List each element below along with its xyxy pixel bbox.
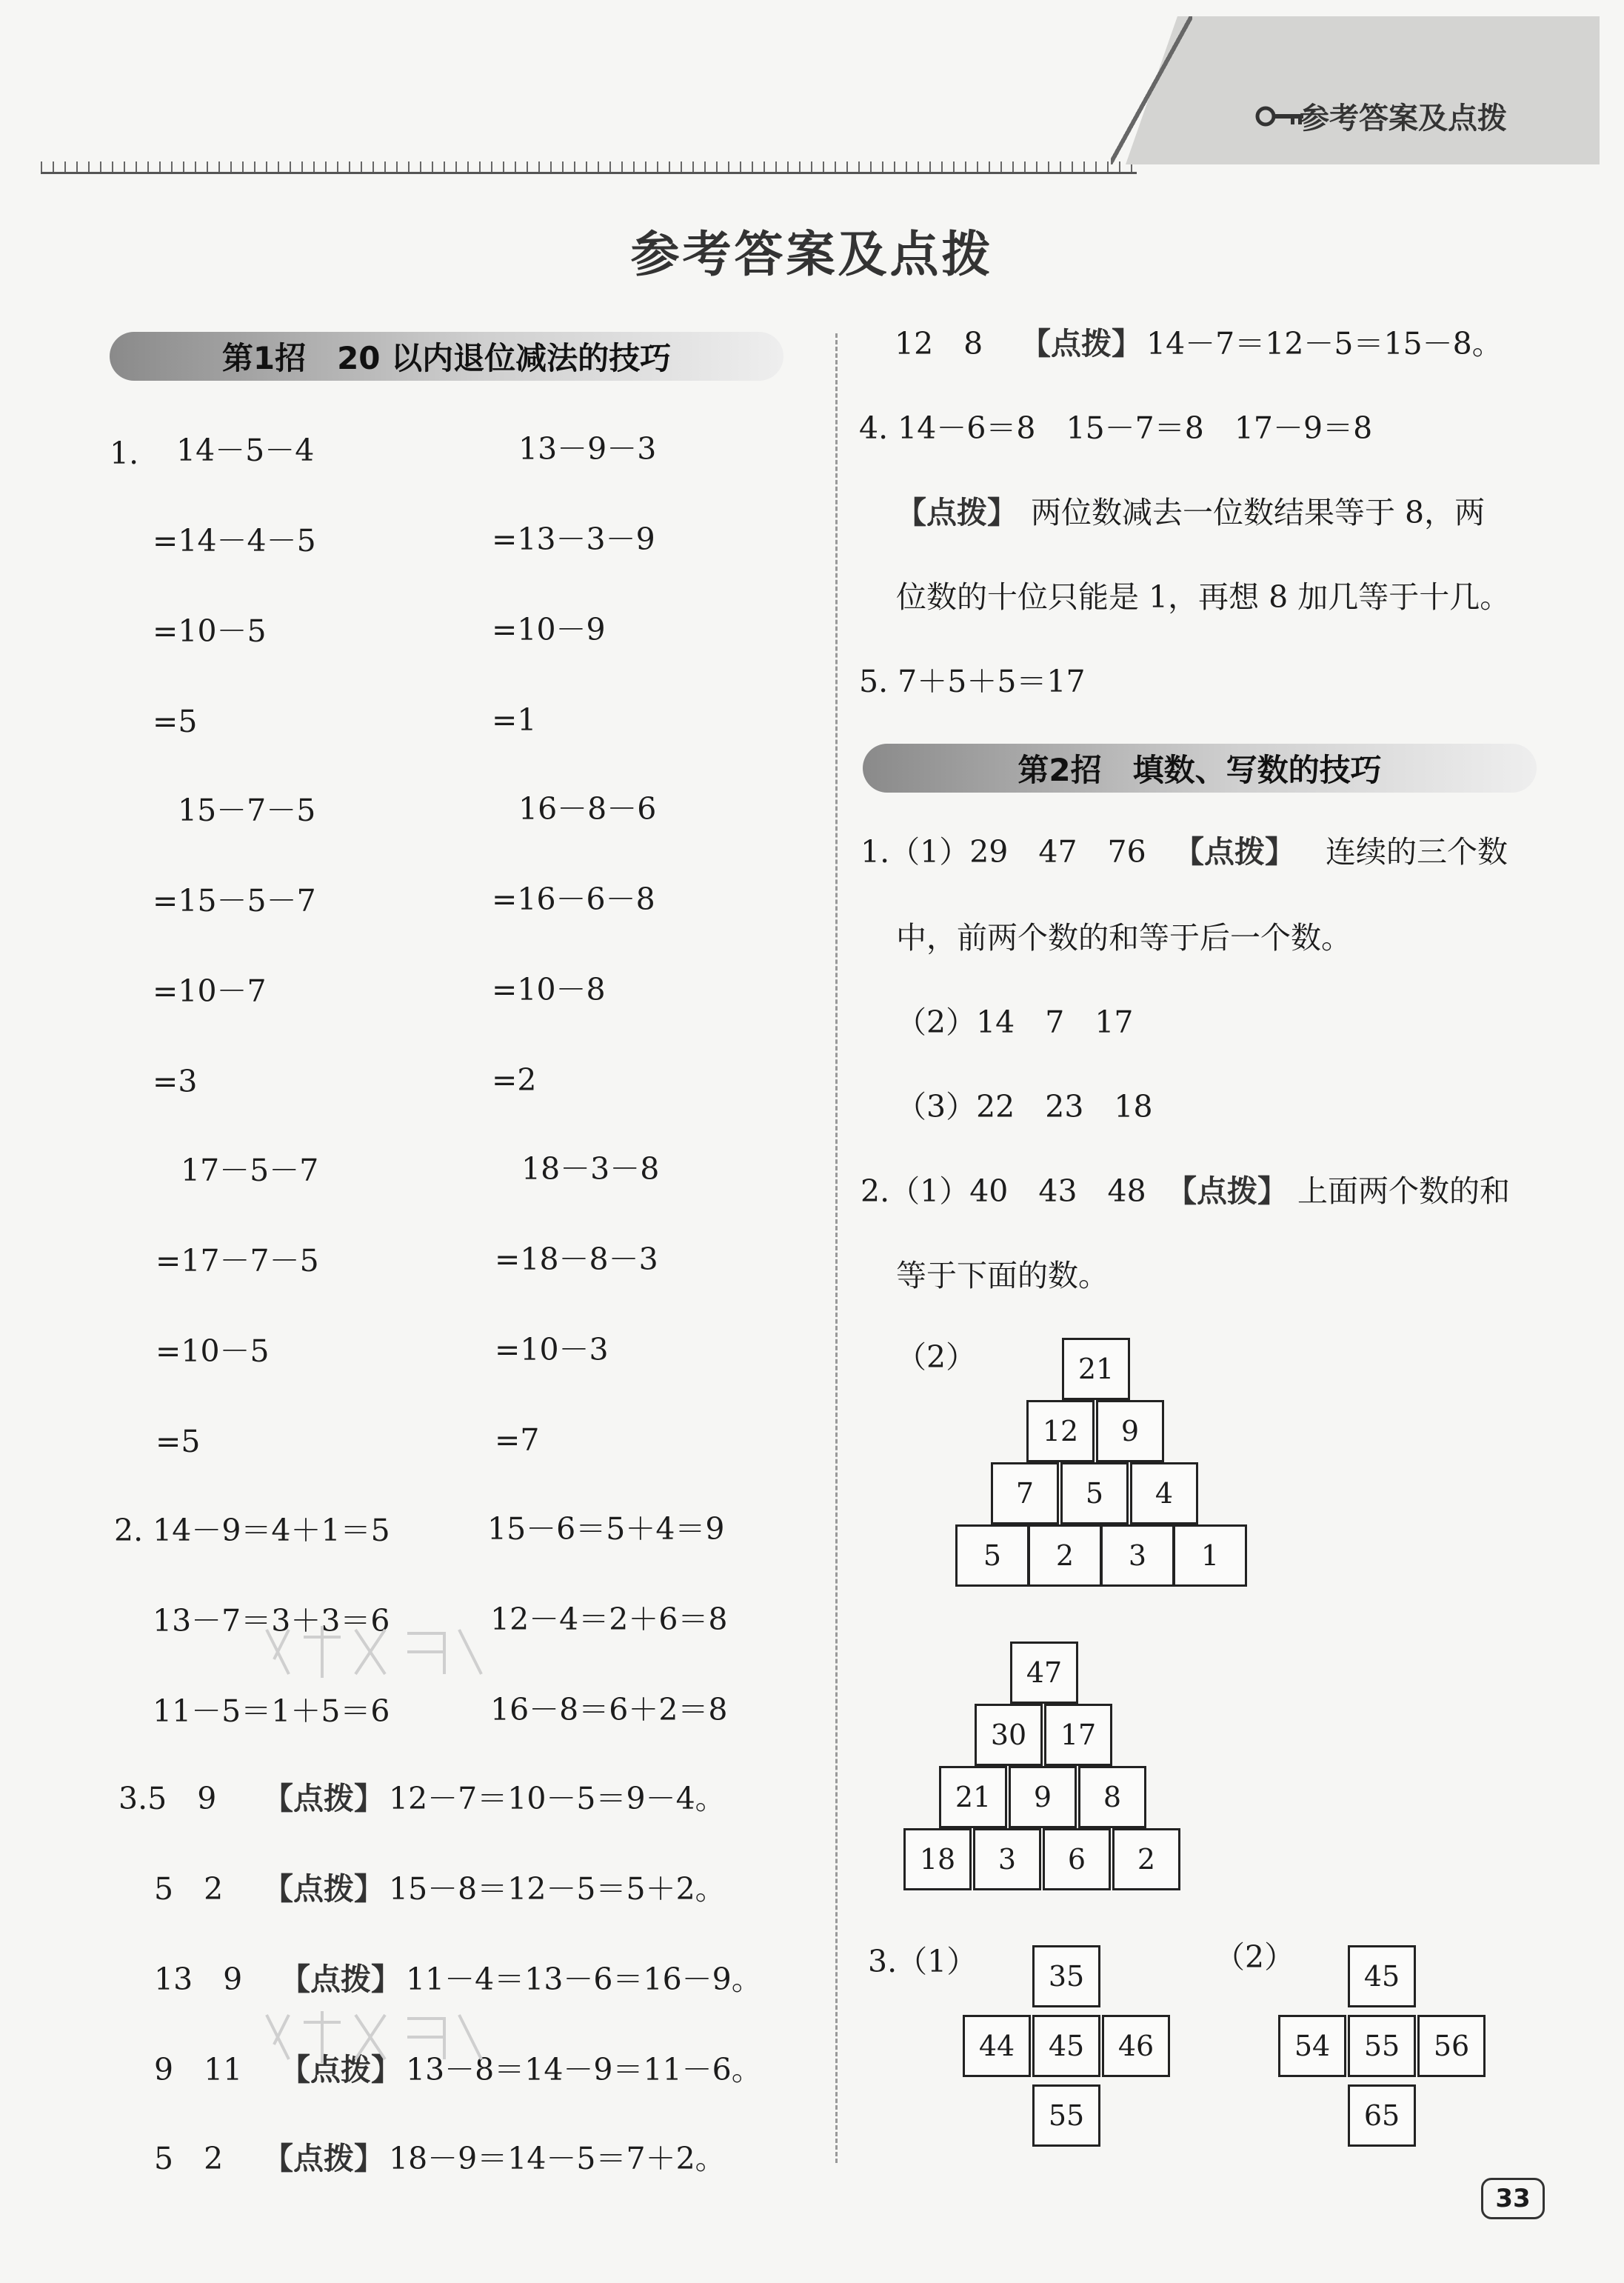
q1-number: 1. (110, 436, 139, 471)
section1-banner: 第1招 20 以内退位减法的技巧 (110, 332, 783, 381)
tip-label: 【点拨】 (896, 495, 1017, 530)
calc-line: =16－6－8 (492, 881, 655, 917)
calc-line: =10－5 (153, 613, 267, 649)
cross-cell-center: 55 (1348, 2015, 1416, 2077)
calc-line: =3 (153, 1064, 198, 1099)
q5-line: 5. 7＋5＋5＝17 (859, 664, 1086, 699)
tip-label: 【点拨】 (263, 2141, 384, 2176)
q3-answer: 9 11 (154, 2052, 243, 2087)
calc-line: 18－3－8 (521, 1151, 660, 1187)
cross-cell-bottom: 65 (1348, 2084, 1416, 2147)
q4-text: 位数的十位只能是 1，再想 8 加几等于十几。 (896, 579, 1511, 615)
tip-label: 【点拨】 (1166, 1173, 1288, 1209)
pyramid-cell: 8 (1078, 1766, 1146, 1828)
s2-q2b-label: （2） (896, 1339, 977, 1375)
q2-line: 16－8＝6＋2＝8 (490, 1692, 728, 1727)
q4-line: 4. 14－6＝8 15－7＝8 17－9＝8 (859, 410, 1373, 446)
cross-cell-top: 35 (1032, 1945, 1100, 2007)
pyramid-cell: 4 (1130, 1462, 1198, 1524)
page-title: 参考答案及点拨 (630, 226, 994, 283)
pyramid-cell: 12 (1026, 1400, 1095, 1462)
pyramid-cell: 2 (1028, 1524, 1102, 1587)
s2-q1a-text: 中，前两个数的和等于后一个数。 (896, 920, 1351, 956)
s2-q1a: 1.（1）29 47 76 (861, 834, 1146, 870)
calc-line: 15－7－5 (178, 793, 316, 828)
pyramid-cell: 9 (1009, 1766, 1077, 1828)
tip-label: 【点拨】 (280, 1962, 401, 1997)
watermark-stamp (259, 1615, 489, 1682)
s2-q1b: （2）14 7 17 (896, 1004, 1134, 1040)
cross-cell-top: 45 (1348, 1945, 1416, 2007)
pyramid-cell: 6 (1043, 1828, 1111, 1890)
calc-line: =2 (492, 1062, 537, 1098)
column-divider (835, 333, 838, 2163)
q3-answer: 3.5 9 (118, 1781, 217, 1816)
s2-q2a-text: 上面两个数的和 (1297, 1173, 1510, 1209)
pyramid-cell: 21 (939, 1766, 1007, 1828)
s2-q3-label: 3.（1） (868, 1944, 978, 1979)
calc-line: =10－9 (492, 612, 606, 647)
tip-label: 【点拨】 (263, 1781, 384, 1816)
s2-q2a-text: 等于下面的数。 (896, 1258, 1109, 1293)
cross-cell-left: 44 (963, 2015, 1031, 2077)
header-label: 参考答案及点拨 (1300, 101, 1507, 136)
calc-line: =13－3－9 (492, 521, 655, 557)
pyramid-cell: 21 (1062, 1338, 1130, 1400)
q3-equation: 11－4＝13－6＝16－9。 (406, 1962, 762, 1997)
tip-label: 【点拨】 (263, 1871, 384, 1907)
calc-line: =7 (495, 1422, 540, 1458)
header-tab (1126, 16, 1600, 164)
pyramid-cell: 17 (1044, 1704, 1112, 1766)
calc-line: =14－4－5 (153, 523, 316, 559)
calc-line: 16－8－6 (518, 791, 657, 827)
key-icon (1255, 105, 1306, 127)
pyramid-cell: 3 (1100, 1524, 1174, 1587)
q2-line: 15－6＝5＋4＝9 (487, 1511, 725, 1547)
tip-label: 【点拨】 (1020, 326, 1142, 361)
r1-answer: 12 8 (895, 326, 983, 361)
q4-text: 两位数减去一位数结果等于 8，两 (1031, 495, 1486, 530)
pyramid-cell: 18 (903, 1828, 972, 1890)
calc-line: =10－5 (156, 1333, 270, 1369)
pyramid-cell: 47 (1010, 1642, 1078, 1704)
watermark-stamp (259, 2000, 489, 2067)
header-divider (1111, 16, 1192, 164)
cross-cell-right: 46 (1102, 2015, 1170, 2077)
q2-line: 11－5＝1＋5＝6 (153, 1693, 390, 1729)
tip-label: 【点拨】 (280, 2052, 401, 2087)
calc-line: =17－7－5 (156, 1243, 319, 1279)
pyramid-cell: 3 (973, 1828, 1041, 1890)
calc-line: 14－5－4 (176, 433, 315, 468)
calc-line: =10－3 (495, 1332, 609, 1367)
pyramid-cell: 30 (975, 1704, 1043, 1766)
pyramid-cell: 5 (1060, 1462, 1129, 1524)
calc-line: =1 (492, 702, 537, 738)
cross-cell-bottom: 55 (1032, 2084, 1100, 2147)
calc-line: =15－5－7 (153, 883, 316, 919)
q2-line: 2. 14－9＝4＋1＝5 (114, 1513, 390, 1548)
pyramid-cell: 2 (1112, 1828, 1180, 1890)
q3-equation: 13－8＝14－9＝11－6。 (406, 2052, 762, 2087)
pyramid-cell: 1 (1173, 1524, 1247, 1587)
calc-line: 13－9－3 (518, 431, 657, 467)
q3-equation: 12－7＝10－5＝9－4。 (389, 1781, 726, 1816)
s2-q3-label: （2） (1214, 1939, 1295, 1975)
s2-q1c: （3）22 23 18 (896, 1089, 1153, 1124)
cross-cell-left: 54 (1278, 2015, 1346, 2077)
q3-equation: 15－8＝12－5＝5＋2。 (389, 1871, 726, 1907)
calc-line: =5 (153, 704, 198, 739)
r1-equation: 14－7＝12－5＝15－8。 (1146, 326, 1503, 361)
ruler-decoration (41, 148, 1137, 174)
s2-q2a: 2.（1）40 43 48 (861, 1173, 1146, 1209)
calc-line: =10－7 (153, 973, 267, 1009)
q3-answer: 5 2 (154, 1871, 224, 1907)
pyramid-cell: 9 (1096, 1400, 1164, 1462)
q3-equation: 18－9＝14－5＝7＋2。 (389, 2141, 726, 2176)
pyramid-cell: 5 (955, 1524, 1029, 1587)
s2-q1a-text: 连续的三个数 (1326, 834, 1508, 870)
q3-answer: 5 2 (154, 2141, 224, 2176)
cross-cell-right: 56 (1417, 2015, 1486, 2077)
calc-line: =10－8 (492, 972, 606, 1007)
q3-answer: 13 9 (154, 1962, 243, 1997)
calc-line: =18－8－3 (495, 1242, 658, 1277)
q2-line: 13－7＝3＋3＝6 (153, 1603, 390, 1639)
calc-line: =5 (156, 1424, 201, 1459)
calc-line: 17－5－7 (181, 1153, 319, 1188)
pyramid-cell: 7 (991, 1462, 1059, 1524)
cross-cell-center: 45 (1032, 2015, 1100, 2077)
tip-label: 【点拨】 (1174, 834, 1295, 870)
q2-line: 12－4＝2＋6＝8 (490, 1602, 728, 1637)
page-number: 33 (1481, 2178, 1545, 2219)
section2-banner: 第2招 填数、写数的技巧 (863, 744, 1537, 793)
